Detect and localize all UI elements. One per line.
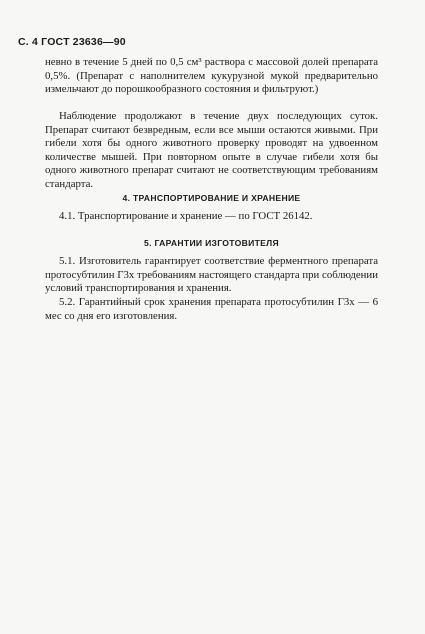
section-4-paragraph-1: 4.1. Транспортирование и хранение — по ГОСТ 26142. (59, 210, 313, 222)
paragraph-observation: Наблюдение продолжают в течение двух последующих суток. Препарат считают безвредным, если все мыши остаются живыми. При гибели хотя бы одного животного проверку проводят на удвоенном количестве мышей. При повторном опыте в случае гибели хотя бы одного животного препарат считают не соответствующим требованиям стандарта. (45, 110, 378, 190)
section-5-heading: 5. ГАРАНТИИ ИЗГОТОВИТЕЛЯ (144, 238, 279, 248)
section-5-paragraph-2: 5.2. Гарантийный срок хранения препарата протосубтилин Г3х — 6 мес со дня его изготовления. (45, 296, 378, 322)
section-4-heading: 4. ТРАНСПОРТИРОВАНИЕ И ХРАНЕНИЕ (122, 193, 301, 203)
section-5-paragraph-1: 5.1. Изготовитель гарантирует соответствие ферментного препарата протосубтилин Г3х требованиям настоящего стандарта при соблюдении условий транспортирования и хранения. (45, 255, 378, 295)
page-header: С. 4 ГОСТ 23636—90 (18, 36, 126, 48)
paragraph-continuation: невно в течение 5 дней по 0,5 см³ раствора с массовой долей препарата 0,5%. (Препарат с наполнителем кукурузной мукой предварительно измельчают до порошкообразного состояния и фильтруют.) (45, 56, 378, 96)
